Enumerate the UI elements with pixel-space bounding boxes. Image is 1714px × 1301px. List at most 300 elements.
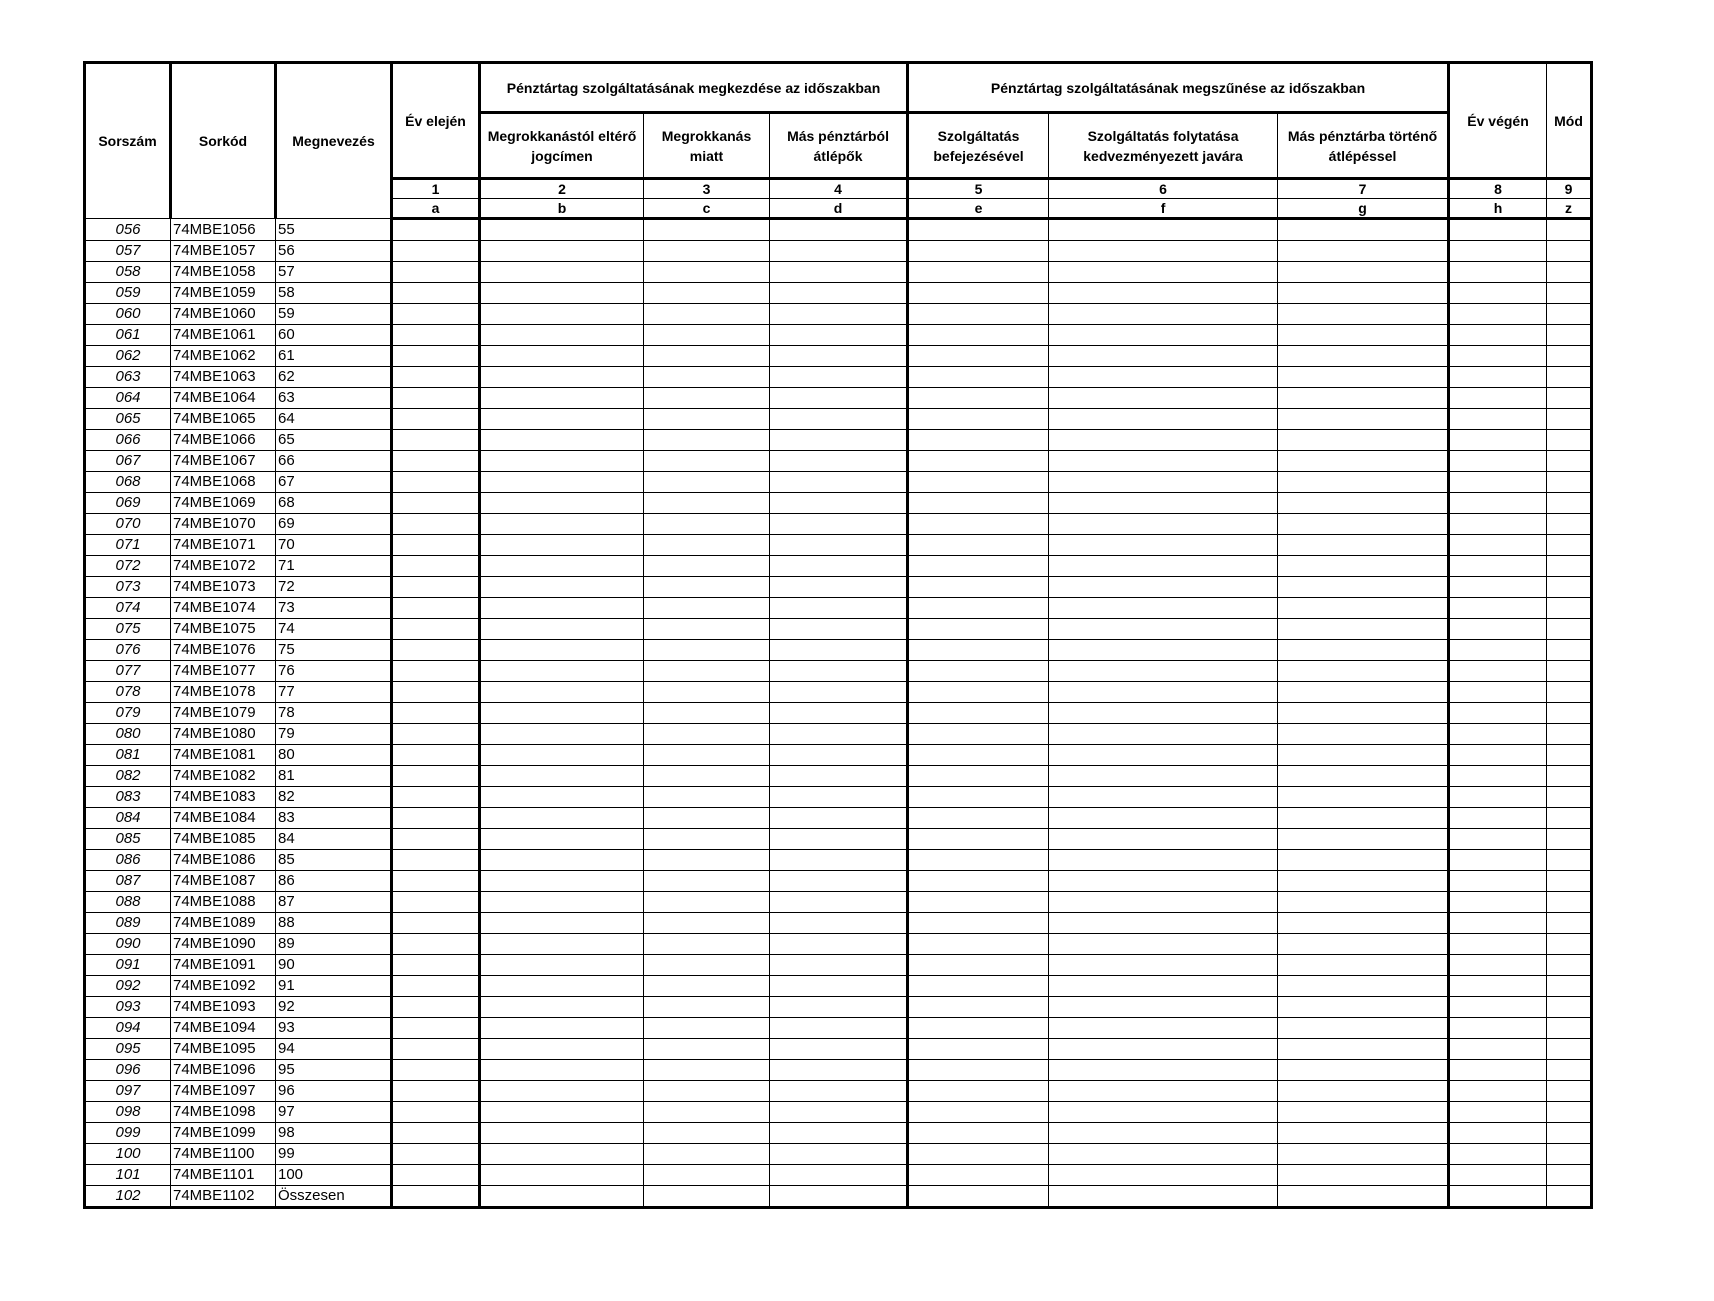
value-cell[interactable] <box>770 934 908 955</box>
value-cell[interactable] <box>392 1102 480 1123</box>
value-cell[interactable] <box>1278 1144 1449 1165</box>
value-cell[interactable] <box>770 1186 908 1208</box>
value-cell[interactable] <box>770 325 908 346</box>
value-cell[interactable] <box>644 808 770 829</box>
value-cell[interactable] <box>1278 556 1449 577</box>
value-cell[interactable] <box>644 913 770 934</box>
value-cell[interactable] <box>1449 598 1547 619</box>
value-cell[interactable] <box>1278 787 1449 808</box>
value-cell[interactable] <box>770 640 908 661</box>
value-cell[interactable] <box>392 535 480 556</box>
value-cell[interactable] <box>480 892 644 913</box>
value-cell[interactable] <box>1278 472 1449 493</box>
value-cell[interactable] <box>1278 346 1449 367</box>
value-cell[interactable] <box>908 556 1049 577</box>
value-cell[interactable] <box>1547 1123 1592 1144</box>
value-cell[interactable] <box>1449 1123 1547 1144</box>
value-cell[interactable] <box>480 1060 644 1081</box>
value-cell[interactable] <box>908 304 1049 325</box>
value-cell[interactable] <box>770 430 908 451</box>
value-cell[interactable] <box>770 661 908 682</box>
value-cell[interactable] <box>1449 219 1547 241</box>
value-cell[interactable] <box>644 451 770 472</box>
value-cell[interactable] <box>644 430 770 451</box>
value-cell[interactable] <box>1278 1081 1449 1102</box>
value-cell[interactable] <box>480 934 644 955</box>
value-cell[interactable] <box>1547 913 1592 934</box>
value-cell[interactable] <box>1278 682 1449 703</box>
value-cell[interactable] <box>908 976 1049 997</box>
value-cell[interactable] <box>1449 1060 1547 1081</box>
value-cell[interactable] <box>1449 535 1547 556</box>
value-cell[interactable] <box>1547 493 1592 514</box>
value-cell[interactable] <box>1049 1123 1278 1144</box>
value-cell[interactable] <box>480 1039 644 1060</box>
value-cell[interactable] <box>392 451 480 472</box>
value-cell[interactable] <box>1547 1060 1592 1081</box>
value-cell[interactable] <box>644 598 770 619</box>
value-cell[interactable] <box>480 619 644 640</box>
value-cell[interactable] <box>908 577 1049 598</box>
value-cell[interactable] <box>770 1165 908 1186</box>
value-cell[interactable] <box>392 1123 480 1144</box>
value-cell[interactable] <box>1547 430 1592 451</box>
value-cell[interactable] <box>644 283 770 304</box>
value-cell[interactable] <box>1449 619 1547 640</box>
value-cell[interactable] <box>392 219 480 241</box>
value-cell[interactable] <box>392 367 480 388</box>
value-cell[interactable] <box>1449 640 1547 661</box>
value-cell[interactable] <box>908 850 1049 871</box>
value-cell[interactable] <box>392 388 480 409</box>
value-cell[interactable] <box>1278 1018 1449 1039</box>
value-cell[interactable] <box>644 934 770 955</box>
value-cell[interactable] <box>480 262 644 283</box>
value-cell[interactable] <box>1449 451 1547 472</box>
value-cell[interactable] <box>1049 1144 1278 1165</box>
value-cell[interactable] <box>908 1123 1049 1144</box>
value-cell[interactable] <box>770 472 908 493</box>
value-cell[interactable] <box>480 745 644 766</box>
value-cell[interactable] <box>1547 661 1592 682</box>
value-cell[interactable] <box>1049 1060 1278 1081</box>
value-cell[interactable] <box>770 1144 908 1165</box>
value-cell[interactable] <box>908 535 1049 556</box>
value-cell[interactable] <box>1049 829 1278 850</box>
value-cell[interactable] <box>1547 219 1592 241</box>
value-cell[interactable] <box>1449 703 1547 724</box>
value-cell[interactable] <box>1449 829 1547 850</box>
value-cell[interactable] <box>1049 598 1278 619</box>
value-cell[interactable] <box>1049 451 1278 472</box>
value-cell[interactable] <box>1049 682 1278 703</box>
value-cell[interactable] <box>1547 766 1592 787</box>
value-cell[interactable] <box>770 703 908 724</box>
value-cell[interactable] <box>644 787 770 808</box>
value-cell[interactable] <box>644 1144 770 1165</box>
value-cell[interactable] <box>392 1018 480 1039</box>
value-cell[interactable] <box>770 1018 908 1039</box>
value-cell[interactable] <box>480 577 644 598</box>
value-cell[interactable] <box>480 1144 644 1165</box>
value-cell[interactable] <box>1449 745 1547 766</box>
value-cell[interactable] <box>1449 1165 1547 1186</box>
value-cell[interactable] <box>644 514 770 535</box>
value-cell[interactable] <box>1449 388 1547 409</box>
value-cell[interactable] <box>1278 1165 1449 1186</box>
value-cell[interactable] <box>1049 745 1278 766</box>
value-cell[interactable] <box>392 472 480 493</box>
value-cell[interactable] <box>644 724 770 745</box>
value-cell[interactable] <box>644 472 770 493</box>
value-cell[interactable] <box>644 367 770 388</box>
value-cell[interactable] <box>908 745 1049 766</box>
value-cell[interactable] <box>1278 388 1449 409</box>
value-cell[interactable] <box>908 409 1049 430</box>
value-cell[interactable] <box>644 325 770 346</box>
value-cell[interactable] <box>1049 472 1278 493</box>
value-cell[interactable] <box>392 598 480 619</box>
value-cell[interactable] <box>1449 472 1547 493</box>
value-cell[interactable] <box>1547 241 1592 262</box>
value-cell[interactable] <box>644 535 770 556</box>
value-cell[interactable] <box>1547 346 1592 367</box>
value-cell[interactable] <box>1449 283 1547 304</box>
value-cell[interactable] <box>392 682 480 703</box>
value-cell[interactable] <box>1547 577 1592 598</box>
value-cell[interactable] <box>392 577 480 598</box>
value-cell[interactable] <box>770 262 908 283</box>
value-cell[interactable] <box>908 346 1049 367</box>
value-cell[interactable] <box>480 388 644 409</box>
value-cell[interactable] <box>1547 871 1592 892</box>
value-cell[interactable] <box>1278 1102 1449 1123</box>
value-cell[interactable] <box>1049 535 1278 556</box>
value-cell[interactable] <box>1547 409 1592 430</box>
value-cell[interactable] <box>1049 219 1278 241</box>
value-cell[interactable] <box>1449 787 1547 808</box>
value-cell[interactable] <box>1547 787 1592 808</box>
value-cell[interactable] <box>908 640 1049 661</box>
value-cell[interactable] <box>392 1144 480 1165</box>
value-cell[interactable] <box>1278 997 1449 1018</box>
value-cell[interactable] <box>1049 1018 1278 1039</box>
value-cell[interactable] <box>392 976 480 997</box>
value-cell[interactable] <box>1278 325 1449 346</box>
value-cell[interactable] <box>908 1165 1049 1186</box>
value-cell[interactable] <box>1547 703 1592 724</box>
value-cell[interactable] <box>644 1186 770 1208</box>
value-cell[interactable] <box>1049 493 1278 514</box>
value-cell[interactable] <box>480 682 644 703</box>
value-cell[interactable] <box>392 409 480 430</box>
value-cell[interactable] <box>1547 1186 1592 1208</box>
value-cell[interactable] <box>480 850 644 871</box>
value-cell[interactable] <box>1049 1081 1278 1102</box>
value-cell[interactable] <box>1449 871 1547 892</box>
value-cell[interactable] <box>1049 388 1278 409</box>
value-cell[interactable] <box>908 493 1049 514</box>
value-cell[interactable] <box>1449 1018 1547 1039</box>
value-cell[interactable] <box>480 514 644 535</box>
value-cell[interactable] <box>770 766 908 787</box>
value-cell[interactable] <box>644 850 770 871</box>
value-cell[interactable] <box>908 451 1049 472</box>
value-cell[interactable] <box>1049 724 1278 745</box>
value-cell[interactable] <box>1278 304 1449 325</box>
value-cell[interactable] <box>908 703 1049 724</box>
value-cell[interactable] <box>770 850 908 871</box>
value-cell[interactable] <box>1049 241 1278 262</box>
value-cell[interactable] <box>644 766 770 787</box>
value-cell[interactable] <box>480 976 644 997</box>
value-cell[interactable] <box>1449 682 1547 703</box>
value-cell[interactable] <box>1547 829 1592 850</box>
value-cell[interactable] <box>1278 661 1449 682</box>
value-cell[interactable] <box>480 598 644 619</box>
value-cell[interactable] <box>908 262 1049 283</box>
value-cell[interactable] <box>480 1123 644 1144</box>
value-cell[interactable] <box>644 703 770 724</box>
value-cell[interactable] <box>1449 766 1547 787</box>
value-cell[interactable] <box>770 409 908 430</box>
value-cell[interactable] <box>1049 409 1278 430</box>
value-cell[interactable] <box>392 808 480 829</box>
value-cell[interactable] <box>908 913 1049 934</box>
value-cell[interactable] <box>392 850 480 871</box>
value-cell[interactable] <box>644 682 770 703</box>
value-cell[interactable] <box>770 219 908 241</box>
value-cell[interactable] <box>1278 766 1449 787</box>
value-cell[interactable] <box>1278 745 1449 766</box>
value-cell[interactable] <box>480 241 644 262</box>
value-cell[interactable] <box>1049 913 1278 934</box>
value-cell[interactable] <box>1049 325 1278 346</box>
value-cell[interactable] <box>392 325 480 346</box>
value-cell[interactable] <box>1449 1081 1547 1102</box>
value-cell[interactable] <box>1449 1039 1547 1060</box>
value-cell[interactable] <box>1547 619 1592 640</box>
value-cell[interactable] <box>644 1165 770 1186</box>
value-cell[interactable] <box>1449 346 1547 367</box>
value-cell[interactable] <box>908 472 1049 493</box>
value-cell[interactable] <box>1278 955 1449 976</box>
value-cell[interactable] <box>1049 850 1278 871</box>
value-cell[interactable] <box>392 829 480 850</box>
value-cell[interactable] <box>1278 219 1449 241</box>
value-cell[interactable] <box>1449 409 1547 430</box>
value-cell[interactable] <box>908 682 1049 703</box>
value-cell[interactable] <box>1547 997 1592 1018</box>
value-cell[interactable] <box>1547 262 1592 283</box>
value-cell[interactable] <box>908 1018 1049 1039</box>
value-cell[interactable] <box>908 283 1049 304</box>
value-cell[interactable] <box>1547 556 1592 577</box>
value-cell[interactable] <box>770 955 908 976</box>
value-cell[interactable] <box>392 346 480 367</box>
value-cell[interactable] <box>908 430 1049 451</box>
value-cell[interactable] <box>1449 808 1547 829</box>
value-cell[interactable] <box>1049 577 1278 598</box>
value-cell[interactable] <box>644 997 770 1018</box>
value-cell[interactable] <box>644 1060 770 1081</box>
value-cell[interactable] <box>1049 430 1278 451</box>
value-cell[interactable] <box>644 640 770 661</box>
value-cell[interactable] <box>908 619 1049 640</box>
value-cell[interactable] <box>1547 388 1592 409</box>
value-cell[interactable] <box>1547 745 1592 766</box>
value-cell[interactable] <box>1547 1081 1592 1102</box>
value-cell[interactable] <box>770 808 908 829</box>
value-cell[interactable] <box>1049 934 1278 955</box>
value-cell[interactable] <box>1449 913 1547 934</box>
value-cell[interactable] <box>1278 577 1449 598</box>
value-cell[interactable] <box>770 1081 908 1102</box>
value-cell[interactable] <box>1049 703 1278 724</box>
value-cell[interactable] <box>480 661 644 682</box>
value-cell[interactable] <box>480 829 644 850</box>
value-cell[interactable] <box>1449 577 1547 598</box>
value-cell[interactable] <box>392 1060 480 1081</box>
value-cell[interactable] <box>770 367 908 388</box>
value-cell[interactable] <box>1547 1039 1592 1060</box>
value-cell[interactable] <box>1278 619 1449 640</box>
value-cell[interactable] <box>1547 535 1592 556</box>
value-cell[interactable] <box>392 871 480 892</box>
value-cell[interactable] <box>644 619 770 640</box>
value-cell[interactable] <box>1547 598 1592 619</box>
value-cell[interactable] <box>392 241 480 262</box>
value-cell[interactable] <box>392 892 480 913</box>
value-cell[interactable] <box>770 304 908 325</box>
value-cell[interactable] <box>1547 1018 1592 1039</box>
value-cell[interactable] <box>1547 934 1592 955</box>
value-cell[interactable] <box>1547 724 1592 745</box>
value-cell[interactable] <box>392 619 480 640</box>
value-cell[interactable] <box>392 913 480 934</box>
value-cell[interactable] <box>480 640 644 661</box>
value-cell[interactable] <box>644 892 770 913</box>
value-cell[interactable] <box>1278 1123 1449 1144</box>
value-cell[interactable] <box>480 913 644 934</box>
value-cell[interactable] <box>908 766 1049 787</box>
value-cell[interactable] <box>1449 493 1547 514</box>
value-cell[interactable] <box>908 787 1049 808</box>
value-cell[interactable] <box>1049 871 1278 892</box>
value-cell[interactable] <box>1449 724 1547 745</box>
value-cell[interactable] <box>1547 451 1592 472</box>
value-cell[interactable] <box>1049 262 1278 283</box>
value-cell[interactable] <box>644 829 770 850</box>
value-cell[interactable] <box>1449 304 1547 325</box>
value-cell[interactable] <box>1278 1039 1449 1060</box>
value-cell[interactable] <box>392 787 480 808</box>
value-cell[interactable] <box>1049 640 1278 661</box>
value-cell[interactable] <box>1278 493 1449 514</box>
value-cell[interactable] <box>908 808 1049 829</box>
value-cell[interactable] <box>1278 703 1449 724</box>
value-cell[interactable] <box>392 724 480 745</box>
value-cell[interactable] <box>644 1123 770 1144</box>
value-cell[interactable] <box>1547 472 1592 493</box>
value-cell[interactable] <box>480 325 644 346</box>
value-cell[interactable] <box>1449 1102 1547 1123</box>
value-cell[interactable] <box>1547 808 1592 829</box>
value-cell[interactable] <box>1278 850 1449 871</box>
value-cell[interactable] <box>908 1039 1049 1060</box>
value-cell[interactable] <box>770 787 908 808</box>
value-cell[interactable] <box>770 913 908 934</box>
value-cell[interactable] <box>770 346 908 367</box>
value-cell[interactable] <box>1547 850 1592 871</box>
value-cell[interactable] <box>1049 304 1278 325</box>
value-cell[interactable] <box>1278 808 1449 829</box>
value-cell[interactable] <box>908 871 1049 892</box>
value-cell[interactable] <box>1278 367 1449 388</box>
value-cell[interactable] <box>1049 976 1278 997</box>
value-cell[interactable] <box>1049 283 1278 304</box>
value-cell[interactable] <box>392 703 480 724</box>
value-cell[interactable] <box>392 997 480 1018</box>
value-cell[interactable] <box>480 346 644 367</box>
value-cell[interactable] <box>1449 556 1547 577</box>
value-cell[interactable] <box>480 955 644 976</box>
value-cell[interactable] <box>480 724 644 745</box>
value-cell[interactable] <box>644 1018 770 1039</box>
value-cell[interactable] <box>1547 514 1592 535</box>
value-cell[interactable] <box>770 556 908 577</box>
value-cell[interactable] <box>908 934 1049 955</box>
value-cell[interactable] <box>644 409 770 430</box>
value-cell[interactable] <box>1049 1165 1278 1186</box>
value-cell[interactable] <box>1449 514 1547 535</box>
value-cell[interactable] <box>480 808 644 829</box>
value-cell[interactable] <box>1449 997 1547 1018</box>
value-cell[interactable] <box>1547 1165 1592 1186</box>
value-cell[interactable] <box>480 367 644 388</box>
value-cell[interactable] <box>480 451 644 472</box>
value-cell[interactable] <box>1049 808 1278 829</box>
value-cell[interactable] <box>644 219 770 241</box>
value-cell[interactable] <box>1278 724 1449 745</box>
value-cell[interactable] <box>644 976 770 997</box>
value-cell[interactable] <box>480 997 644 1018</box>
value-cell[interactable] <box>480 493 644 514</box>
value-cell[interactable] <box>480 219 644 241</box>
value-cell[interactable] <box>1449 892 1547 913</box>
value-cell[interactable] <box>770 577 908 598</box>
value-cell[interactable] <box>480 766 644 787</box>
value-cell[interactable] <box>770 241 908 262</box>
value-cell[interactable] <box>644 1081 770 1102</box>
value-cell[interactable] <box>908 661 1049 682</box>
value-cell[interactable] <box>480 283 644 304</box>
value-cell[interactable] <box>770 598 908 619</box>
value-cell[interactable] <box>480 1165 644 1186</box>
value-cell[interactable] <box>1278 451 1449 472</box>
value-cell[interactable] <box>1049 955 1278 976</box>
value-cell[interactable] <box>770 451 908 472</box>
value-cell[interactable] <box>480 1102 644 1123</box>
value-cell[interactable] <box>480 871 644 892</box>
value-cell[interactable] <box>1547 304 1592 325</box>
value-cell[interactable] <box>1278 514 1449 535</box>
value-cell[interactable] <box>480 1186 644 1208</box>
value-cell[interactable] <box>1049 1039 1278 1060</box>
value-cell[interactable] <box>1049 619 1278 640</box>
value-cell[interactable] <box>392 283 480 304</box>
value-cell[interactable] <box>480 703 644 724</box>
